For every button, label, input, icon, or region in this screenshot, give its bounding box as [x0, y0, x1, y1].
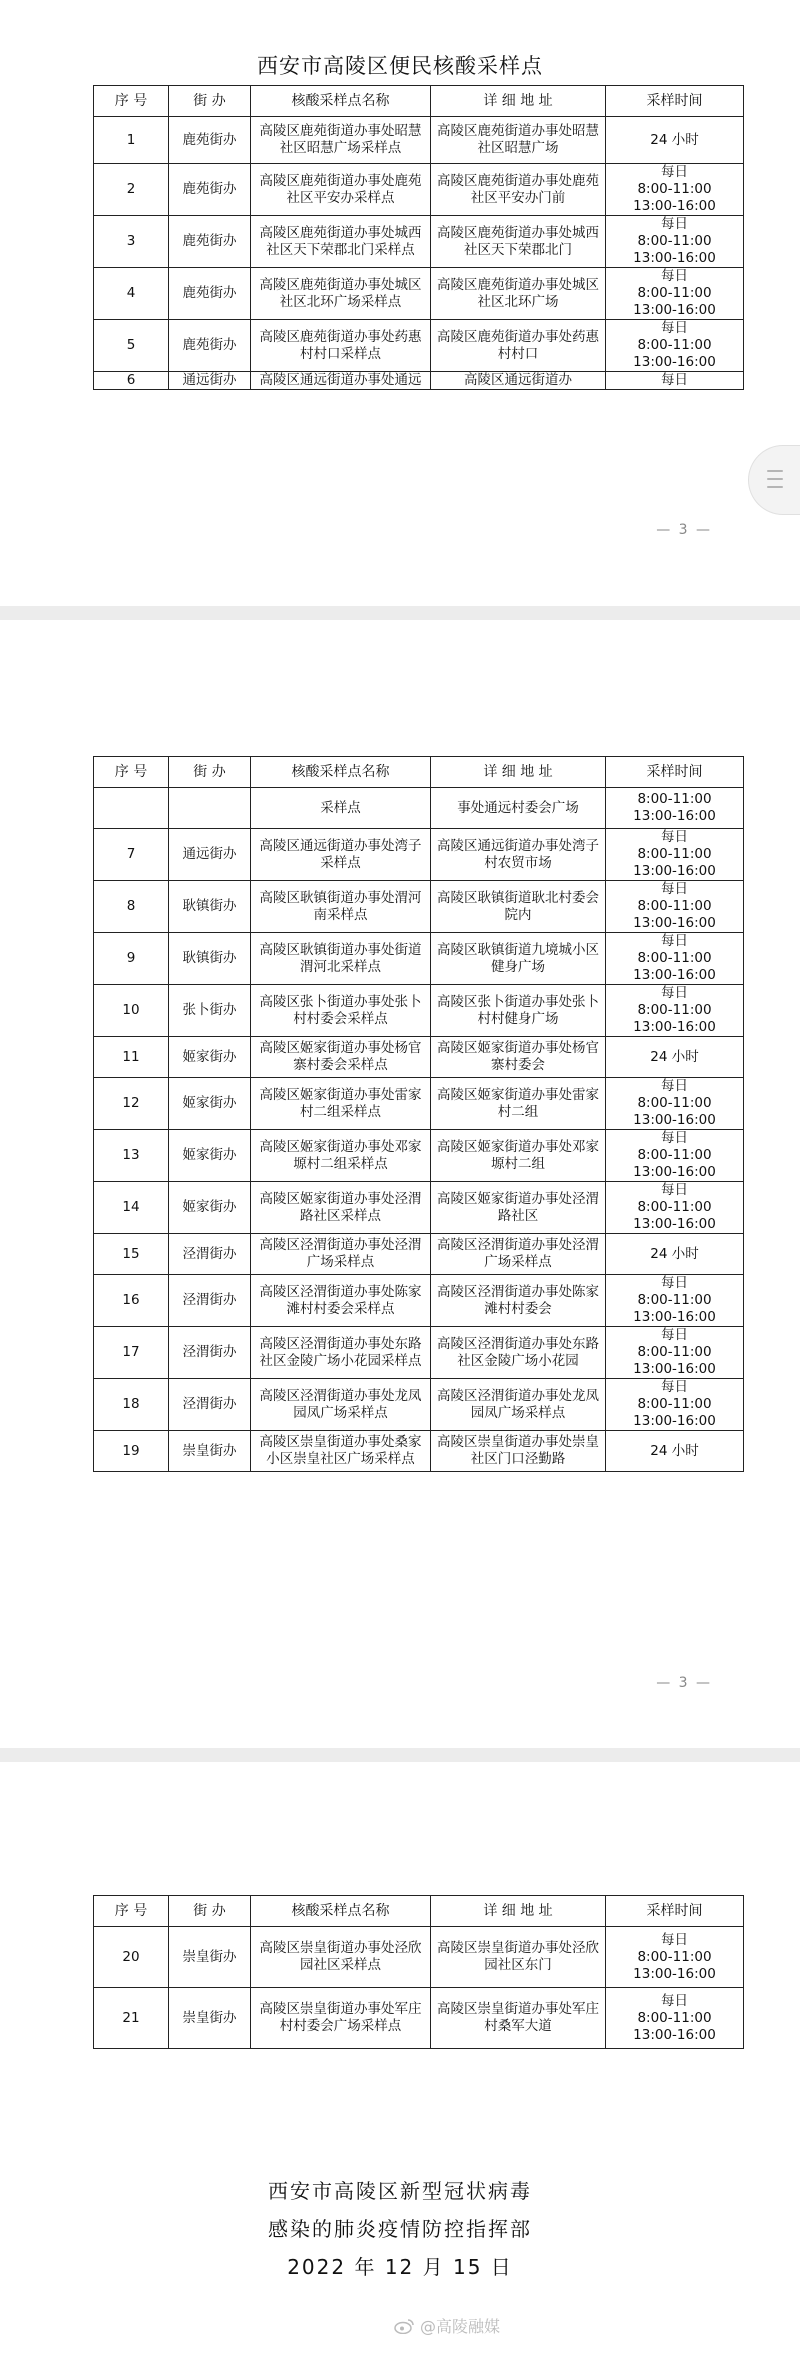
column-header: 详 细 地 址	[431, 757, 606, 788]
table-row	[94, 1182, 744, 1234]
row-number: 11	[94, 1037, 169, 1078]
column-header: 核酸采样点名称	[251, 86, 431, 117]
address-cell: 高陵区泾渭街道办事处龙凤园凤广场采样点	[431, 1379, 606, 1431]
table-row	[94, 985, 744, 1037]
address-cell: 高陵区鹿苑街道办事处城西社区天下荣郡北门	[431, 216, 606, 268]
district-cell: 泾渭街办	[169, 1234, 251, 1275]
sampling-time-cell: 每日	[606, 372, 744, 390]
address-cell: 高陵区鹿苑街道办事处城区社区北环广场	[431, 268, 606, 320]
sampling-time-cell: 每日 8:00-11:00 13:00-16:00	[606, 1327, 744, 1379]
column-header: 核酸采样点名称	[251, 1896, 431, 1927]
table-row	[94, 1379, 744, 1431]
weibo-icon	[394, 2318, 414, 2334]
watermark-text: @高陵融媒	[419, 2317, 500, 2336]
district-cell: 鹿苑街办	[169, 320, 251, 372]
column-header: 街 办	[169, 86, 251, 117]
column-header: 采样时间	[606, 1896, 744, 1927]
site-name-cell: 高陵区耿镇街道办事处渭河南采样点	[251, 881, 431, 933]
district-cell: 通远街办	[169, 829, 251, 881]
row-number: 10	[94, 985, 169, 1037]
address-cell: 高陵区姬家街道办事处杨官寨村委会	[431, 1037, 606, 1078]
table-row	[94, 216, 744, 268]
address-cell: 高陵区泾渭街道办事处泾渭广场采样点	[431, 1234, 606, 1275]
scroll-handle-icon[interactable]	[748, 445, 800, 515]
site-name-cell: 高陵区鹿苑街道办事处城区社区北环广场采样点	[251, 268, 431, 320]
row-number: 4	[94, 268, 169, 320]
table-row	[94, 788, 744, 829]
row-number: 7	[94, 829, 169, 881]
site-name-cell: 高陵区崇皇街道办事处桑家小区崇皇社区广场采样点	[251, 1431, 431, 1472]
row-number: 17	[94, 1327, 169, 1379]
table-row	[94, 933, 744, 985]
address-cell: 高陵区泾渭街道办事处陈家滩村村委会	[431, 1275, 606, 1327]
column-header: 序 号	[94, 1896, 169, 1927]
address-cell: 高陵区崇皇街道办事处崇皇社区门口泾勤路	[431, 1431, 606, 1472]
sampling-time-cell: 每日 8:00-11:00 13:00-16:00	[606, 1275, 744, 1327]
column-header: 序 号	[94, 86, 169, 117]
row-number: 5	[94, 320, 169, 372]
table-header-row	[94, 86, 744, 117]
district-cell	[169, 788, 251, 829]
row-number: 3	[94, 216, 169, 268]
site-name-cell: 高陵区鹿苑街道办事处昭慧社区昭慧广场采样点	[251, 117, 431, 164]
address-cell: 高陵区耿镇街道耿北村委会院内	[431, 881, 606, 933]
district-cell: 泾渭街办	[169, 1379, 251, 1431]
row-number: 12	[94, 1078, 169, 1130]
table-row	[94, 1130, 744, 1182]
address-cell: 高陵区鹿苑街道办事处鹿苑社区平安办门前	[431, 164, 606, 216]
address-cell: 高陵区崇皇街道办事处泾欣园社区东门	[431, 1927, 606, 1988]
district-cell: 耿镇街办	[169, 881, 251, 933]
row-number: 19	[94, 1431, 169, 1472]
site-name-cell: 采样点	[251, 788, 431, 829]
table-header-row	[94, 757, 744, 788]
table-row	[94, 1037, 744, 1078]
row-number: 18	[94, 1379, 169, 1431]
address-cell: 高陵区通远街道办事处湾子村农贸市场	[431, 829, 606, 881]
sampling-time-cell: 8:00-11:00 13:00-16:00	[606, 788, 744, 829]
row-number	[94, 788, 169, 829]
address-cell: 事处通远村委会广场	[431, 788, 606, 829]
table-row	[94, 164, 744, 216]
row-number: 8	[94, 881, 169, 933]
address-cell: 高陵区姬家街道办事处雷家村二组	[431, 1078, 606, 1130]
sampling-time-cell: 24 小时	[606, 1431, 744, 1472]
column-header: 核酸采样点名称	[251, 757, 431, 788]
document-page-3	[0, 1762, 800, 2370]
district-cell: 崇皇街办	[169, 1927, 251, 1988]
sampling-table-page-1	[93, 85, 744, 390]
table-row	[94, 881, 744, 933]
site-name-cell: 高陵区崇皇街道办事处泾欣园社区采样点	[251, 1927, 431, 1988]
sampling-time-cell: 每日 8:00-11:00 13:00-16:00	[606, 164, 744, 216]
address-cell: 高陵区崇皇街道办事处军庄村桑军大道	[431, 1988, 606, 2049]
table-row	[94, 1988, 744, 2049]
site-name-cell: 高陵区耿镇街道办事处街道渭河北采样点	[251, 933, 431, 985]
table-row	[94, 320, 744, 372]
site-name-cell: 高陵区泾渭街道办事处泾渭广场采样点	[251, 1234, 431, 1275]
column-header: 采样时间	[606, 86, 744, 117]
sampling-time-cell: 每日 8:00-11:00 13:00-16:00	[606, 933, 744, 985]
site-name-cell: 高陵区泾渭街道办事处龙凤园凤广场采样点	[251, 1379, 431, 1431]
district-cell: 泾渭街办	[169, 1327, 251, 1379]
sampling-time-cell: 每日 8:00-11:00 13:00-16:00	[606, 320, 744, 372]
district-cell: 鹿苑街办	[169, 268, 251, 320]
site-name-cell: 高陵区崇皇街道办事处军庄村村委会广场采样点	[251, 1988, 431, 2049]
sampling-time-cell: 每日 8:00-11:00 13:00-16:00	[606, 1379, 744, 1431]
sampling-time-cell: 每日 8:00-11:00 13:00-16:00	[606, 1182, 744, 1234]
site-name-cell: 高陵区姬家街道办事处雷家村二组采样点	[251, 1078, 431, 1130]
sampling-time-cell: 24 小时	[606, 1234, 744, 1275]
row-number: 20	[94, 1927, 169, 1988]
district-cell: 通远街办	[169, 372, 251, 390]
sampling-table-page-2	[93, 756, 744, 1472]
sampling-time-cell: 24 小时	[606, 1037, 744, 1078]
address-cell: 高陵区鹿苑街道办事处昭慧社区昭慧广场	[431, 117, 606, 164]
column-header: 街 办	[169, 757, 251, 788]
site-name-cell: 高陵区鹿苑街道办事处城西社区天下荣郡北门采样点	[251, 216, 431, 268]
row-number: 13	[94, 1130, 169, 1182]
sampling-time-cell: 每日 8:00-11:00 13:00-16:00	[606, 985, 744, 1037]
district-cell: 姬家街办	[169, 1182, 251, 1234]
table-row	[94, 1078, 744, 1130]
page-number: — 3 —	[656, 1675, 712, 1691]
address-cell: 高陵区鹿苑街道办事处药惠村村口	[431, 320, 606, 372]
district-cell: 张卜街办	[169, 985, 251, 1037]
address-cell: 高陵区泾渭街道办事处东路社区金陵广场小花园	[431, 1327, 606, 1379]
sampling-time-cell: 每日 8:00-11:00 13:00-16:00	[606, 216, 744, 268]
sampling-time-cell: 每日 8:00-11:00 13:00-16:00	[606, 268, 744, 320]
issuer-line-2: 感染的肺炎疫情防控指挥部	[268, 2217, 532, 2241]
document-page-1	[0, 0, 800, 606]
table-row	[94, 372, 744, 390]
site-name-cell: 高陵区鹿苑街道办事处药惠村村口采样点	[251, 320, 431, 372]
site-name-cell: 高陵区鹿苑街道办事处鹿苑社区平安办采样点	[251, 164, 431, 216]
sampling-time-cell: 每日 8:00-11:00 13:00-16:00	[606, 1078, 744, 1130]
table-row	[94, 829, 744, 881]
page-number: — 3 —	[656, 522, 712, 538]
document-page-2	[0, 620, 800, 1748]
site-name-cell: 高陵区姬家街道办事处邓家塬村二组采样点	[251, 1130, 431, 1182]
district-cell: 姬家街办	[169, 1130, 251, 1182]
address-cell: 高陵区耿镇街道九境城小区健身广场	[431, 933, 606, 985]
row-number: 16	[94, 1275, 169, 1327]
column-header: 详 细 地 址	[431, 1896, 606, 1927]
site-name-cell: 高陵区张卜街道办事处张卜村村委会采样点	[251, 985, 431, 1037]
sampling-table-page-3	[93, 1895, 744, 2049]
district-cell: 鹿苑街办	[169, 117, 251, 164]
site-name-cell: 高陵区姬家街道办事处杨官寨村委会采样点	[251, 1037, 431, 1078]
sampling-time-cell: 24 小时	[606, 117, 744, 164]
address-cell: 高陵区张卜街道办事处张卜村村健身广场	[431, 985, 606, 1037]
issue-date: 2022 年 12 月 15 日	[287, 2255, 513, 2279]
site-name-cell: 高陵区泾渭街道办事处东路社区金陵广场小花园采样点	[251, 1327, 431, 1379]
address-cell: 高陵区通远街道办	[431, 372, 606, 390]
row-number: 1	[94, 117, 169, 164]
site-name-cell: 高陵区泾渭街道办事处陈家滩村村委会采样点	[251, 1275, 431, 1327]
table-row	[94, 1927, 744, 1988]
sampling-time-cell: 每日 8:00-11:00 13:00-16:00	[606, 829, 744, 881]
row-number: 15	[94, 1234, 169, 1275]
issuer-line-1: 西安市高陵区新型冠状病毒	[268, 2179, 532, 2203]
district-cell: 姬家街办	[169, 1037, 251, 1078]
column-header: 采样时间	[606, 757, 744, 788]
district-cell: 鹿苑街办	[169, 216, 251, 268]
row-number: 21	[94, 1988, 169, 2049]
table-row	[94, 1234, 744, 1275]
district-cell: 崇皇街办	[169, 1431, 251, 1472]
row-number: 6	[94, 372, 169, 390]
column-header: 详 细 地 址	[431, 86, 606, 117]
sampling-time-cell: 每日 8:00-11:00 13:00-16:00	[606, 881, 744, 933]
sampling-time-cell: 每日 8:00-11:00 13:00-16:00	[606, 1927, 744, 1988]
row-number: 2	[94, 164, 169, 216]
address-cell: 高陵区姬家街道办事处泾渭路社区	[431, 1182, 606, 1234]
column-header: 序 号	[94, 757, 169, 788]
document-title: 西安市高陵区便民核酸采样点	[257, 54, 543, 78]
row-number: 9	[94, 933, 169, 985]
site-name-cell: 高陵区通远街道办事处通远	[251, 372, 431, 390]
district-cell: 崇皇街办	[169, 1988, 251, 2049]
row-number: 14	[94, 1182, 169, 1234]
table-row	[94, 117, 744, 164]
table-header-row	[94, 1896, 744, 1927]
table-row	[94, 1431, 744, 1472]
table-row	[94, 268, 744, 320]
sampling-time-cell: 每日 8:00-11:00 13:00-16:00	[606, 1988, 744, 2049]
table-row	[94, 1327, 744, 1379]
district-cell: 泾渭街办	[169, 1275, 251, 1327]
district-cell: 耿镇街办	[169, 933, 251, 985]
table-row	[94, 1275, 744, 1327]
site-name-cell: 高陵区姬家街道办事处泾渭路社区采样点	[251, 1182, 431, 1234]
sampling-time-cell: 每日 8:00-11:00 13:00-16:00	[606, 1130, 744, 1182]
district-cell: 鹿苑街办	[169, 164, 251, 216]
watermark	[394, 2314, 500, 2337]
site-name-cell: 高陵区通远街道办事处湾子采样点	[251, 829, 431, 881]
district-cell: 姬家街办	[169, 1078, 251, 1130]
column-header: 街 办	[169, 1896, 251, 1927]
address-cell: 高陵区姬家街道办事处邓家塬村二组	[431, 1130, 606, 1182]
